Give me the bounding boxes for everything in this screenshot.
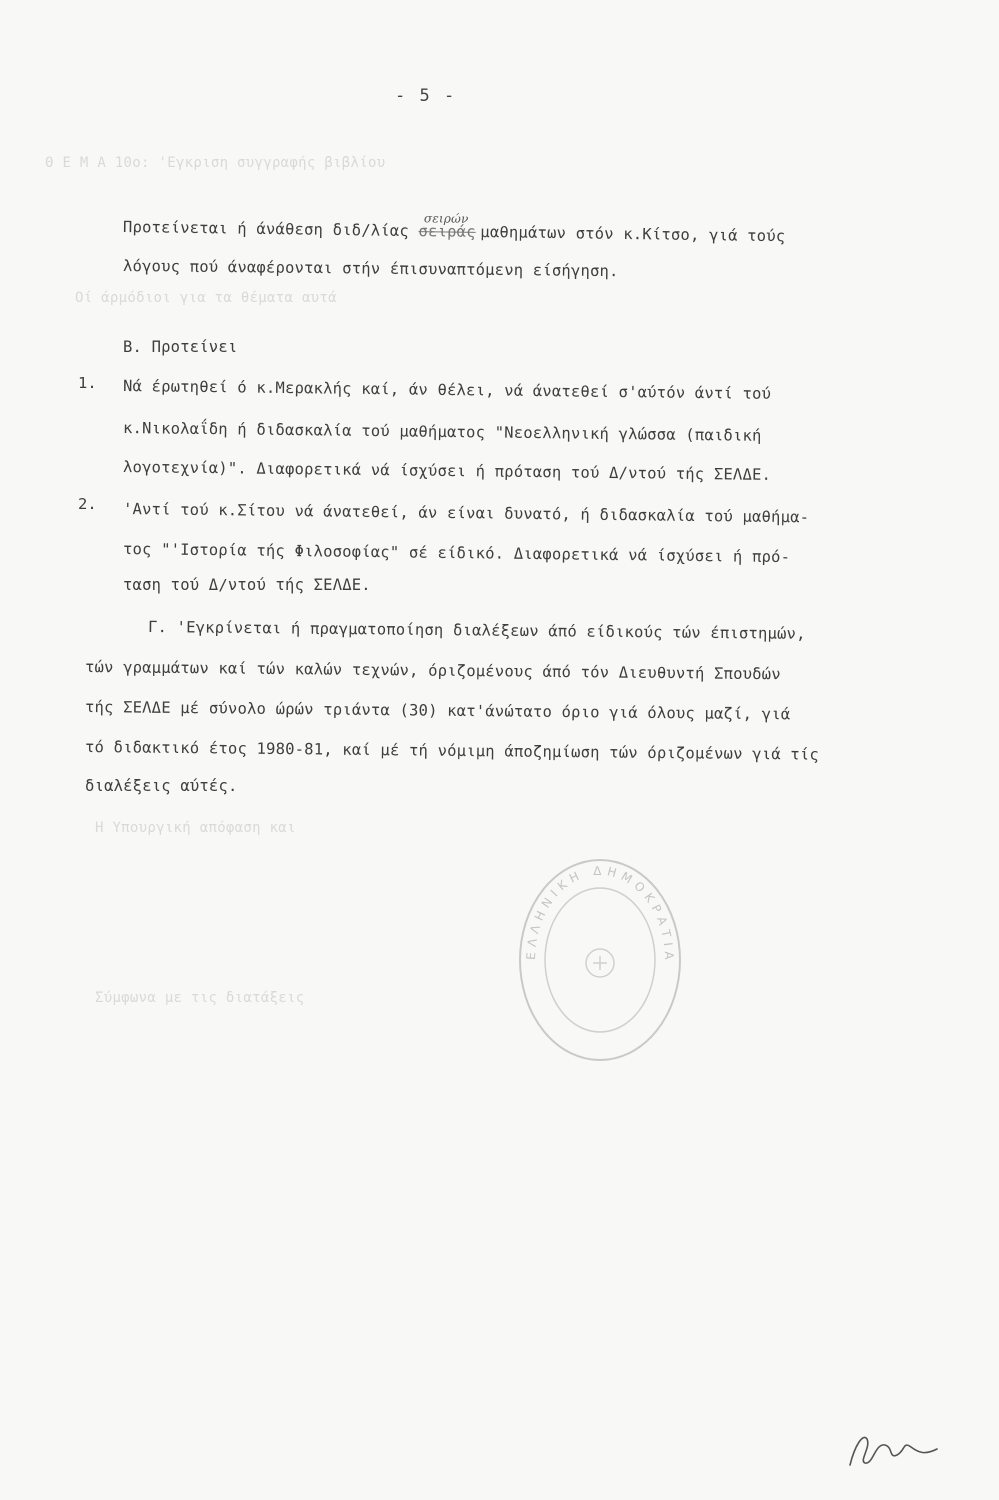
page-number: - 5 -	[395, 86, 457, 106]
item-2-line: τος "'Ιστορία τής Φιλοσοφίας" σέ είδικό. Διαφορετικά νά ίσχύσει ή πρό-	[122, 540, 791, 567]
section-a-text-rest: μαθημάτων στόν κ.Κίτσο, γιά τούς	[480, 222, 786, 246]
item-2-line: ταση τού Δ/ντού τής ΣΕΛΔΕ.	[123, 576, 371, 594]
bleed-through-line: Η Υπουργική απόφαση και	[95, 820, 296, 836]
item-1-line: κ.Νικολαΐδη ή διδασκαλία τού μαθήματος "Νεοελληνική γλώσσα (παιδική	[122, 419, 762, 445]
section-b-heading: Β. Προτείνει	[123, 338, 238, 356]
struck-word: σειράς	[418, 222, 476, 241]
item-1-marker: 1.	[78, 374, 97, 392]
item-2-marker: 2.	[78, 495, 97, 513]
section-c-line: Γ. 'Εγκρίνεται ή πραγματοποίηση διαλέξεων άπό είδικούς τών έπιστημών,	[147, 618, 806, 643]
section-c-line: διαλέξεις αύτές.	[85, 777, 238, 795]
section-c-line: τής ΣΕΛΔΕ μέ σύνολο ώρών τριάντα (30) κατ'άνώτατο όριο γιά όλους μαζί, γιά	[84, 698, 791, 724]
official-stamp	[505, 845, 695, 1075]
handwritten-signature	[845, 1425, 945, 1475]
section-c-line: τών γραμμάτων καί τών καλών τεχνών, όριζομένους άπό τόν Διευθυντή Σπουδών	[84, 658, 781, 684]
section-a-line-1	[122, 211, 786, 246]
section-a-text: Προτείνεται ή άνάθεση διδ/λίας	[122, 218, 410, 240]
section-c-line: τό διδακτικό έτος 1980-81, καί μέ τή νόμιμη άποζημίωση τών όριζομένων γιά τίς	[84, 738, 820, 764]
section-a-line-2: λόγους πού άναφέρονται στήν έπισυναπτόμενη είσήγηση.	[122, 257, 619, 281]
item-2-line: 'Αντί τού κ.Σίτου νά άνατεθεί, άν είναι δυνατό, ή διδασκαλία τού μαθήμα-	[122, 500, 810, 527]
bleed-through-line: Θ Ε Μ Α 10ο: 'Εγκριση συγγραφής βιβλίου	[45, 155, 386, 171]
bleed-through-line: Οί άρμόδιοι για τα θέματα αυτά	[75, 290, 337, 306]
svg-text:ΕΛΛΗΝΙΚΗ ΔΗΜΟΚΡΑΤΙΑ: ΕΛΛΗΝΙΚΗ ΔΗΜΟΚΡΑΤΙΑ	[523, 863, 677, 965]
item-1-line: λογοτεχνία)". Διαφορετικά νά ίσχύσει ή πρόταση τού Δ/ντού τής ΣΕΛΔΕ.	[122, 458, 772, 484]
item-1-line: Νά έρωτηθεί ό κ.Μερακλής καί, άν θέλει, νά άνατεθεί σ'αύτόν άντί τού	[122, 377, 772, 403]
bleed-through-line: Σύμφωνα με τις διατάξεις	[95, 990, 305, 1006]
handwritten-insert: σειρών	[423, 211, 469, 226]
